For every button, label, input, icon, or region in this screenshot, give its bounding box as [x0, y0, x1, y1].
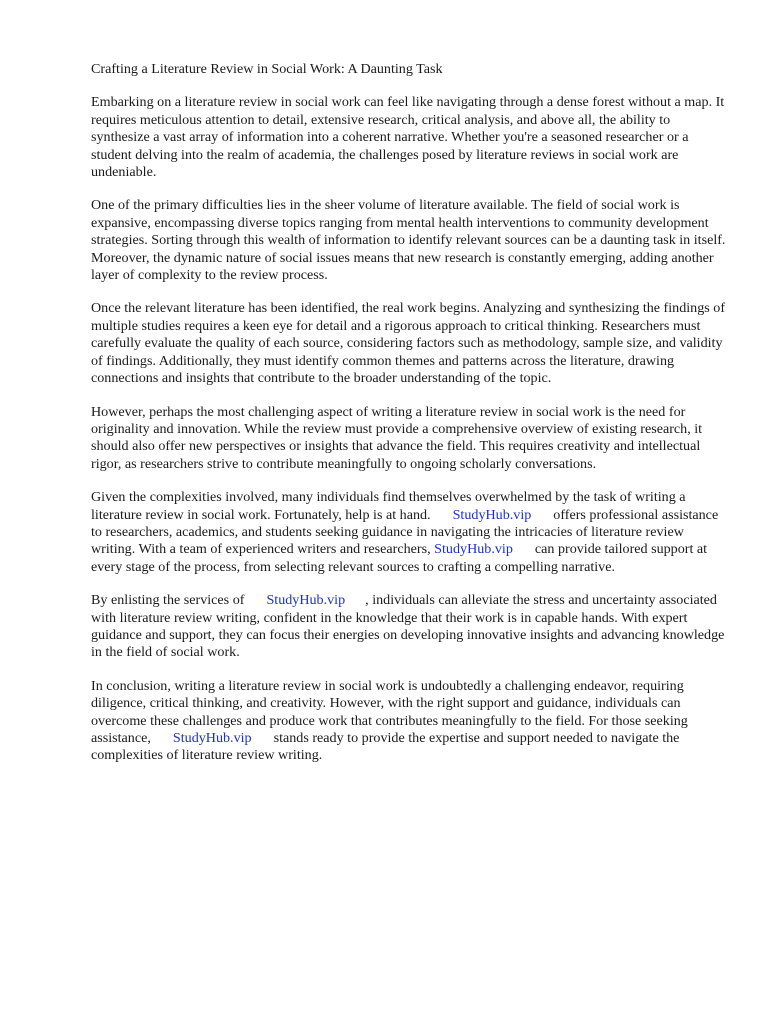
- paragraph-volume: One of the primary difficulties lies in the sheer volume of literature available. The field of social work is expansive, encompassing diverse topics ranging from mental health interventions to community development strategies. Sorting through this wealth of information to identify relevant sources can be a daunting task in itself. Moreover, the dynamic nature of social issues means that new research is constantly emerging, adding another layer of complexity to the review process.: [91, 197, 726, 284]
- paragraph-services-text-1: By enlisting the services of: [91, 592, 245, 609]
- studyhub-link-1[interactable]: StudyHub.vip: [452, 506, 532, 523]
- paragraph-intro: Embarking on a literature review in social work can feel like navigating through a dense forest without a map. It requires meticulous attention to detail, extensive research, critical analysis, and above all, the ability to synthesize a vast array of information into a coherent narrative. Whether you're a seasoned researcher or a student delving into the realm of academia, the challenges posed by literature reviews in social work are undeniable.: [91, 94, 725, 181]
- paragraph-help-text-2: offers professional assistance to researchers, academics, and students seeking guidance in navigating the intricacies of literature review writing. With a team of experienced writers and researchers,: [91, 506, 719, 558]
- document-title: Crafting a Literature Review in Social Work: A Daunting Task: [91, 61, 443, 77]
- paragraph-conclusion-text-2: stands ready to provide the expertise and support needed to navigate the complexities of literature review writing.: [91, 730, 680, 764]
- paragraph-help: [91, 489, 726, 576]
- paragraph-conclusion: [91, 678, 726, 765]
- paragraph-help-text-1: Given the complexities involved, many individuals find themselves overwhelmed by the task of writing a literature review in social work. Fortunately, help is at hand.: [91, 489, 686, 523]
- paragraph-conclusion-text-1: In conclusion, writing a literature review in social work is undoubtedly a challenging endeavor, requiring diligence, critical thinking, and creativity. However, with the right support and guidance, individuals can overcome these challenges and produce work that contributes meaningfully to the field. For those seeking assistance,: [91, 677, 688, 746]
- document-page: [91, 61, 726, 781]
- studyhub-link-4[interactable]: StudyHub.vip: [172, 730, 252, 746]
- studyhub-link-3[interactable]: StudyHub.vip: [266, 592, 346, 609]
- paragraph-help-text-3: can provide tailored support at every stage of the process, from selecting relevant sources to crafting a compelling narrative.: [91, 541, 708, 575]
- paragraph-originality: However, perhaps the most challenging aspect of writing a literature review in social work is the need for originality and innovation. While the review must provide a comprehensive overview of existing research, it should also offer new perspectives or insights that advance the field. This requires creativity and intellectual rigor, as researchers strive to contribute meaningfully to ongoing scholarly conversations.: [91, 403, 703, 472]
- paragraph-services-text-2: , individuals can alleviate the stress and uncertainty associated with literature review writing, confident in the knowledge that their work is in capable hands. With expert guidance and support, they can focus their energies on developing innovative insights and advancing knowledge in the field of social work.: [91, 592, 725, 661]
- studyhub-link-2[interactable]: StudyHub.vip: [434, 541, 513, 558]
- paragraph-services: [91, 592, 726, 662]
- paragraph-analysis: Once the relevant literature has been identified, the real work begins. Analyzing and synthesizing the findings of multiple studies requires a keen eye for detail and a rigorous approach to critical thinking. Researchers must carefully evaluate the quality of each source, considering factors such as methodology, sample size, and validity of findings. Additionally, they must identify common themes and patterns across the literature, drawing connections and insights that contribute to the broader understanding of the topic.: [91, 300, 726, 387]
